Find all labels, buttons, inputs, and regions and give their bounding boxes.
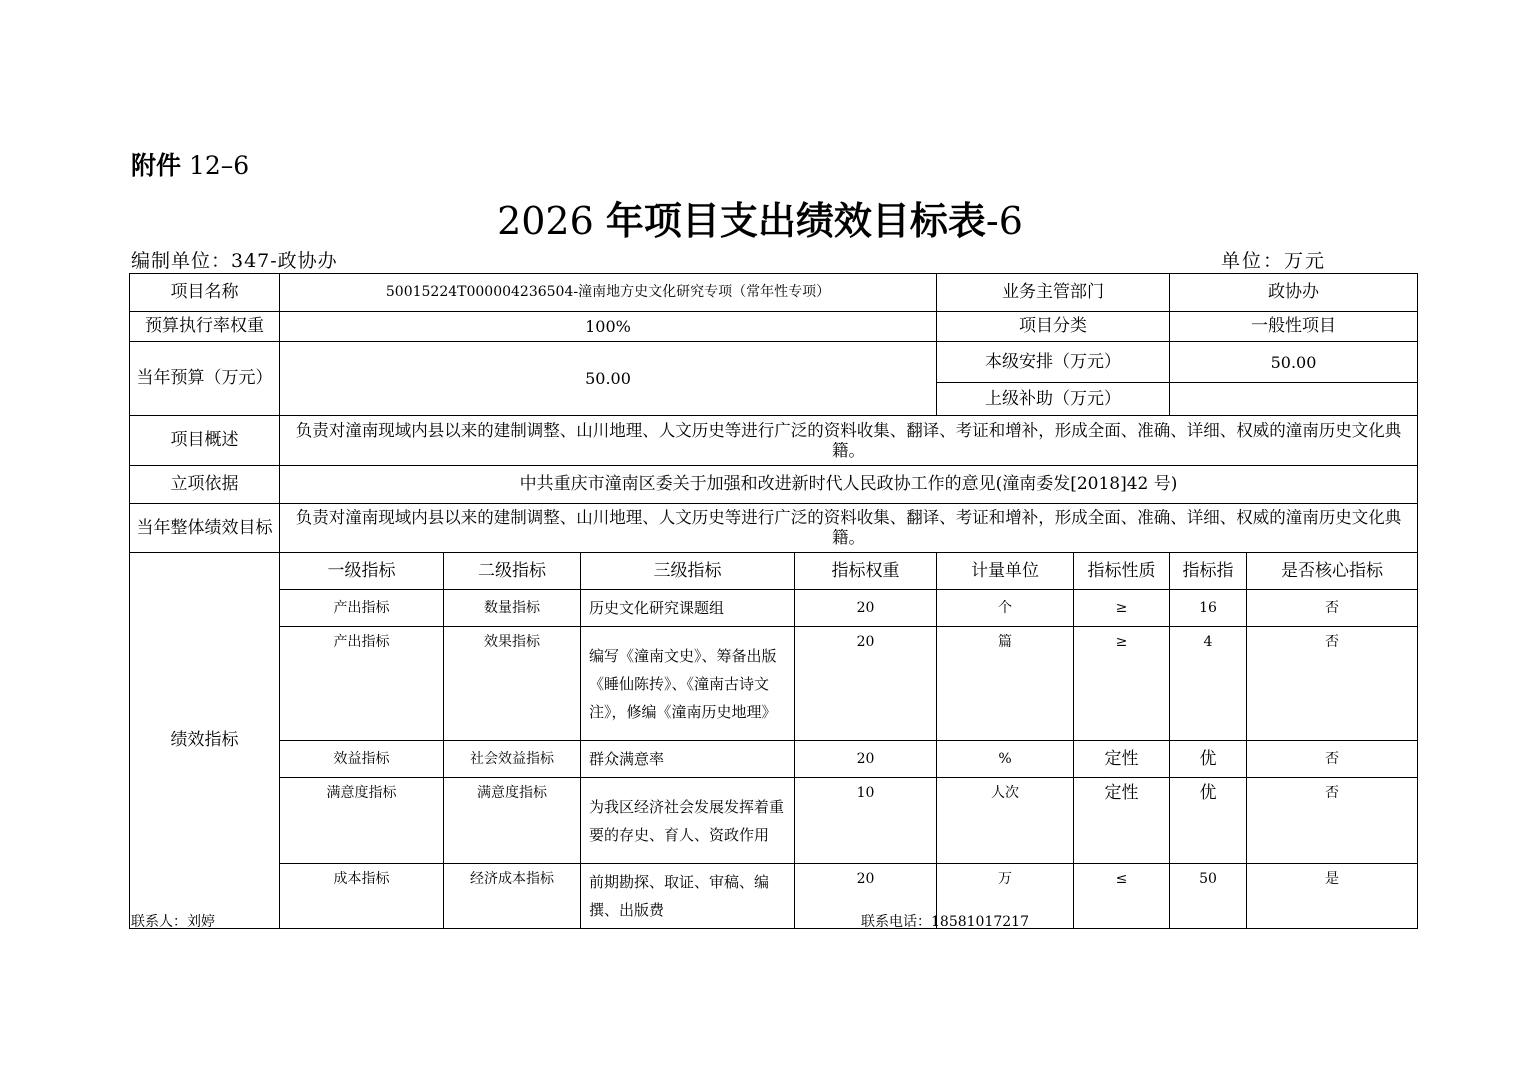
basis-text: 中共重庆市潼南区委关于加强和改进新时代人民政协工作的意见(潼南委发[2018]42 号) — [280, 466, 1418, 504]
core-cell: 否 — [1247, 590, 1418, 627]
core-cell: 否 — [1247, 627, 1418, 741]
attachment-label: 附件 12–6 — [131, 151, 250, 180]
nature-cell: ≥ — [1074, 590, 1170, 627]
local-label: 本级安排（万元） — [937, 342, 1170, 383]
weight-cell: 20 — [795, 590, 937, 627]
level1-cell: 效益指标 — [280, 741, 444, 778]
table-row — [130, 741, 1418, 778]
weight-cell: 20 — [795, 864, 937, 929]
level3-cell: 群众满意率 — [581, 741, 795, 778]
table-row — [130, 864, 1418, 929]
overview-label: 项目概述 — [130, 416, 280, 466]
contact-phone: 联系电话：18581017217 — [861, 914, 1029, 930]
weight-cell: 20 — [795, 741, 937, 778]
indicators-section-label: 绩效指标 — [130, 553, 280, 929]
header-level1: 一级指标 — [280, 553, 444, 590]
core-cell: 否 — [1247, 778, 1418, 864]
budget-value: 50.00 — [280, 342, 937, 416]
core-cell: 否 — [1247, 741, 1418, 778]
header-core: 是否核心指标 — [1247, 553, 1418, 590]
weight-cell: 20 — [795, 627, 937, 741]
target-cell: 优 — [1170, 741, 1247, 778]
exec-weight: 100% — [280, 312, 937, 342]
level2-cell: 社会效益指标 — [444, 741, 581, 778]
basis-label: 立项依据 — [130, 466, 280, 504]
header-level3: 三级指标 — [581, 553, 795, 590]
category-value: 一般性项目 — [1170, 312, 1418, 342]
core-cell: 是 — [1247, 864, 1418, 929]
nature-cell: ≥ — [1074, 627, 1170, 741]
header-target: 指标指 — [1170, 553, 1247, 590]
nature-cell: ≤ — [1074, 864, 1170, 929]
unit-cell: 个 — [937, 590, 1074, 627]
overview-text: 负责对潼南现域内县以来的建制调整、山川地理、人文历史等进行广泛的资料收集、翻译、考证和增补，形成全面、准确、详细、权威的潼南历史文化典籍。 — [280, 416, 1418, 466]
level2-cell: 数量指标 — [444, 590, 581, 627]
weight-cell: 10 — [795, 778, 937, 864]
budget-label: 当年预算（万元） — [130, 342, 280, 416]
category-label: 项目分类 — [937, 312, 1170, 342]
nature-cell: 定性 — [1074, 778, 1170, 864]
unit-cell: 人次 — [937, 778, 1074, 864]
project-name-label: 项目名称 — [130, 274, 280, 312]
header-level2: 二级指标 — [444, 553, 581, 590]
level3-cell: 前期勘探、取证、审稿、编撰、出版费 — [581, 864, 795, 929]
table-row — [130, 778, 1418, 864]
currency-unit: 单位：万元 — [1221, 250, 1327, 272]
performance-table — [129, 273, 1418, 929]
level1-cell: 产出指标 — [280, 590, 444, 627]
level3-cell: 历史文化研究课题组 — [581, 590, 795, 627]
project-name: 50015224T000004236504-潼南地方史文化研究专项（常年性专项） — [280, 274, 937, 312]
level2-cell: 经济成本指标 — [444, 864, 581, 929]
unit-cell: 万 — [937, 864, 1074, 929]
header-weight: 指标权重 — [795, 553, 937, 590]
header-nature: 指标性质 — [1074, 553, 1170, 590]
dept-value: 政协办 — [1170, 274, 1418, 312]
upper-label: 上级补助（万元） — [937, 383, 1170, 416]
target-cell: 优 — [1170, 778, 1247, 864]
level1-cell: 满意度指标 — [280, 778, 444, 864]
page-title: 2026 年项目支出绩效目标表-6 — [497, 199, 1023, 243]
goal-text: 负责对潼南现域内县以来的建制调整、山川地理、人文历史等进行广泛的资料收集、翻译、考证和增补，形成全面、准确、详细、权威的潼南历史文化典籍。 — [280, 504, 1418, 553]
target-cell: 16 — [1170, 590, 1247, 627]
level3-cell: 为我区经济社会发展发挥着重要的存史、育人、资政作用 — [581, 778, 795, 864]
goal-label: 当年整体绩效目标 — [130, 504, 280, 553]
unit-cell: 篇 — [937, 627, 1074, 741]
table-row — [130, 627, 1418, 741]
local-value: 50.00 — [1170, 342, 1418, 383]
compiler-unit: 编制单位：347-政协办 — [131, 250, 338, 272]
level1-cell: 成本指标 — [280, 864, 444, 929]
nature-cell: 定性 — [1074, 741, 1170, 778]
level2-cell: 满意度指标 — [444, 778, 581, 864]
level2-cell: 效果指标 — [444, 627, 581, 741]
upper-value — [1170, 383, 1418, 416]
target-cell: 4 — [1170, 627, 1247, 741]
header-unit: 计量单位 — [937, 553, 1074, 590]
target-cell: 50 — [1170, 864, 1247, 929]
level3-cell: 编写《潼南文史》、筹备出版《睡仙陈抟》、《潼南古诗文注》，修编《潼南历史地理》 — [581, 627, 795, 741]
level1-cell: 产出指标 — [280, 627, 444, 741]
unit-cell: % — [937, 741, 1074, 778]
exec-weight-label: 预算执行率权重 — [130, 312, 280, 342]
contact-person: 联系人：刘婷 — [131, 914, 215, 930]
table-row — [130, 590, 1418, 627]
dept-label: 业务主管部门 — [937, 274, 1170, 312]
